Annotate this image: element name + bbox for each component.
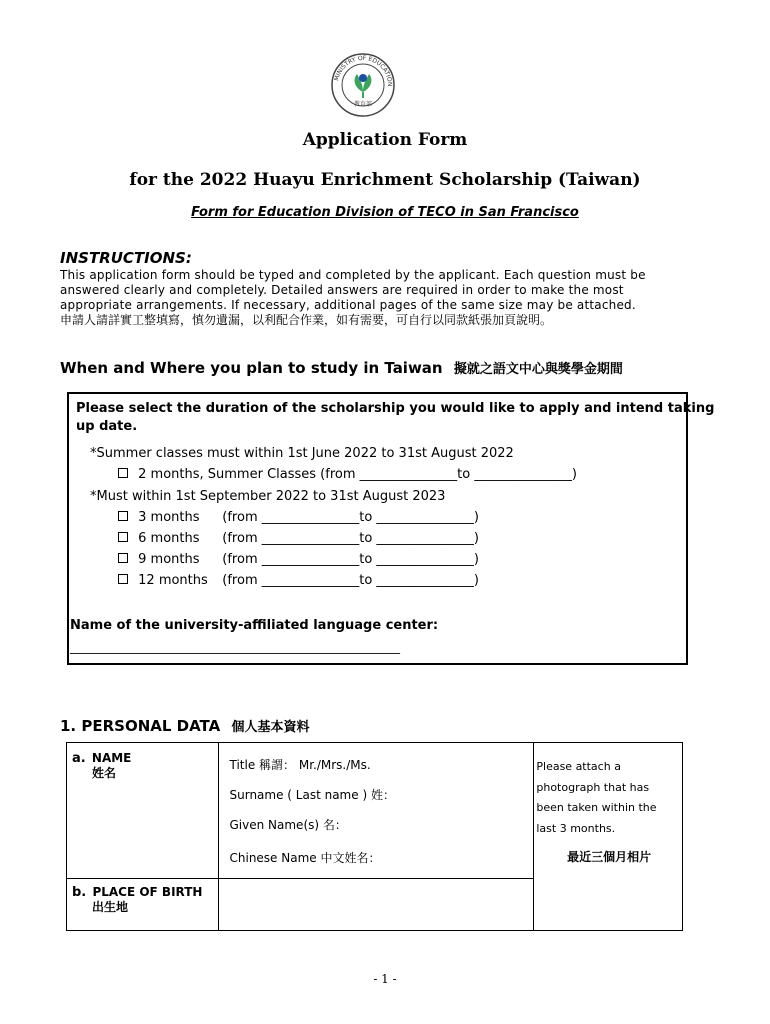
study-heading-en: When and Where you plan to study in Taiwan <box>60 359 443 377</box>
study-section-heading <box>60 358 623 377</box>
birth-label-cell <box>67 879 219 931</box>
duration-checkbox[interactable] <box>118 574 128 584</box>
duration-label: 3 months <box>138 510 200 525</box>
name-label: NAME <box>91 751 132 765</box>
photo-cell[interactable] <box>534 743 683 931</box>
duration-label: 12 months <box>138 573 208 588</box>
summer-note: *Summer classes must within 1st June 2022 to 31st August 2022 <box>90 446 514 461</box>
summer-checkbox[interactable] <box>118 468 128 478</box>
personal-heading-zh: 個人基本資料 <box>231 720 310 735</box>
instructions-line-zh: 申請人請詳實工整填寫，慎勿遺漏，以利配合作業，如有需要，可自行以同款紙張加頁說明。 <box>60 313 553 327</box>
form-for-line: Form for Education Division of TECO in San Francisco <box>191 205 579 220</box>
duration-range: (from _______________to _______________) <box>222 573 479 588</box>
title-field[interactable]: Title 稱謂： Mr./Mrs./Ms. <box>229 758 371 772</box>
birth-label: PLACE OF BIRTH <box>92 885 203 899</box>
instructions-line: answered clearly and completely. Detailed answers are required in order to make the most <box>60 283 624 297</box>
instructions-line: appropriate arrangements. If necessary, additional pages of the same size may be attached. <box>60 298 636 312</box>
summer-option-label: 2 months, Summer Classes (from _______________to _______________) <box>138 467 577 482</box>
photo-instruction-zh: 最近三個月相片 <box>567 850 652 864</box>
ministry-logo <box>330 52 396 118</box>
summer-option[interactable] <box>118 467 577 482</box>
regular-note: *Must within 1st September 2022 to 31st August 2023 <box>90 489 446 504</box>
instructions-body <box>60 268 672 328</box>
surname-field[interactable]: Surname ( Last name ) 姓： <box>229 788 395 802</box>
row-letter-a: a. <box>72 751 86 766</box>
personal-data-table <box>66 742 683 931</box>
duration-prompt-line: Please select the duration of the scholarship you would like to apply and intend taking <box>76 401 715 416</box>
duration-prompt <box>76 400 715 436</box>
duration-option-9[interactable] <box>118 552 479 567</box>
duration-label: 6 months <box>138 531 200 546</box>
duration-range: (from _______________to _______________) <box>222 531 479 546</box>
birth-value-cell[interactable] <box>218 879 534 931</box>
duration-prompt-line: up date. <box>76 419 138 434</box>
study-heading-zh: 擬就之語文中心與獎學金期間 <box>453 362 623 377</box>
given-name-field[interactable]: Given Name(s) 名： <box>229 818 347 832</box>
photo-instruction: photograph that has <box>536 780 650 794</box>
photo-instruction: Please attach a <box>536 760 621 773</box>
duration-checkbox[interactable] <box>118 511 128 521</box>
form-subtitle: for the 2022 Huayu Enrichment Scholarship (Taiwan) <box>129 170 641 190</box>
name-fields-cell[interactable] <box>218 743 534 879</box>
language-center-label: Name of the university-affiliated language center: <box>70 618 439 633</box>
duration-option-3[interactable] <box>118 510 479 525</box>
language-center-line[interactable]: _______________________________________________________ <box>70 640 400 654</box>
row-letter-b: b. <box>72 885 87 900</box>
duration-option-6[interactable] <box>118 531 479 546</box>
svg-text:教育部: 教育部 <box>353 101 373 108</box>
svg-text:MINISTRY OF EDUCATION: MINISTRY OF EDUCATION <box>333 54 394 87</box>
page-number: - 1 - <box>373 972 397 986</box>
birth-label-zh: 出生地 <box>92 900 129 914</box>
personal-data-heading <box>60 716 309 735</box>
name-label-zh: 姓名 <box>92 766 117 780</box>
form-title: Application Form <box>302 130 468 150</box>
duration-checkbox[interactable] <box>118 532 128 542</box>
duration-option-12[interactable] <box>118 573 479 588</box>
instructions-heading: INSTRUCTIONS: <box>60 249 192 267</box>
photo-instruction: last 3 months. <box>536 821 616 835</box>
instructions-line: This application form should be typed and completed by the applicant. Each question must be <box>60 268 646 282</box>
name-label-cell <box>67 743 219 879</box>
photo-instruction: been taken within the <box>536 801 657 814</box>
duration-range: (from _______________to _______________) <box>222 552 479 567</box>
duration-range: (from _______________to _______________) <box>222 510 479 525</box>
personal-heading-en: 1. PERSONAL DATA <box>60 717 221 735</box>
chinese-name-field[interactable]: Chinese Name 中文姓名： <box>229 851 381 865</box>
study-box <box>67 392 715 665</box>
duration-checkbox[interactable] <box>118 553 128 563</box>
duration-label: 9 months <box>138 552 200 567</box>
